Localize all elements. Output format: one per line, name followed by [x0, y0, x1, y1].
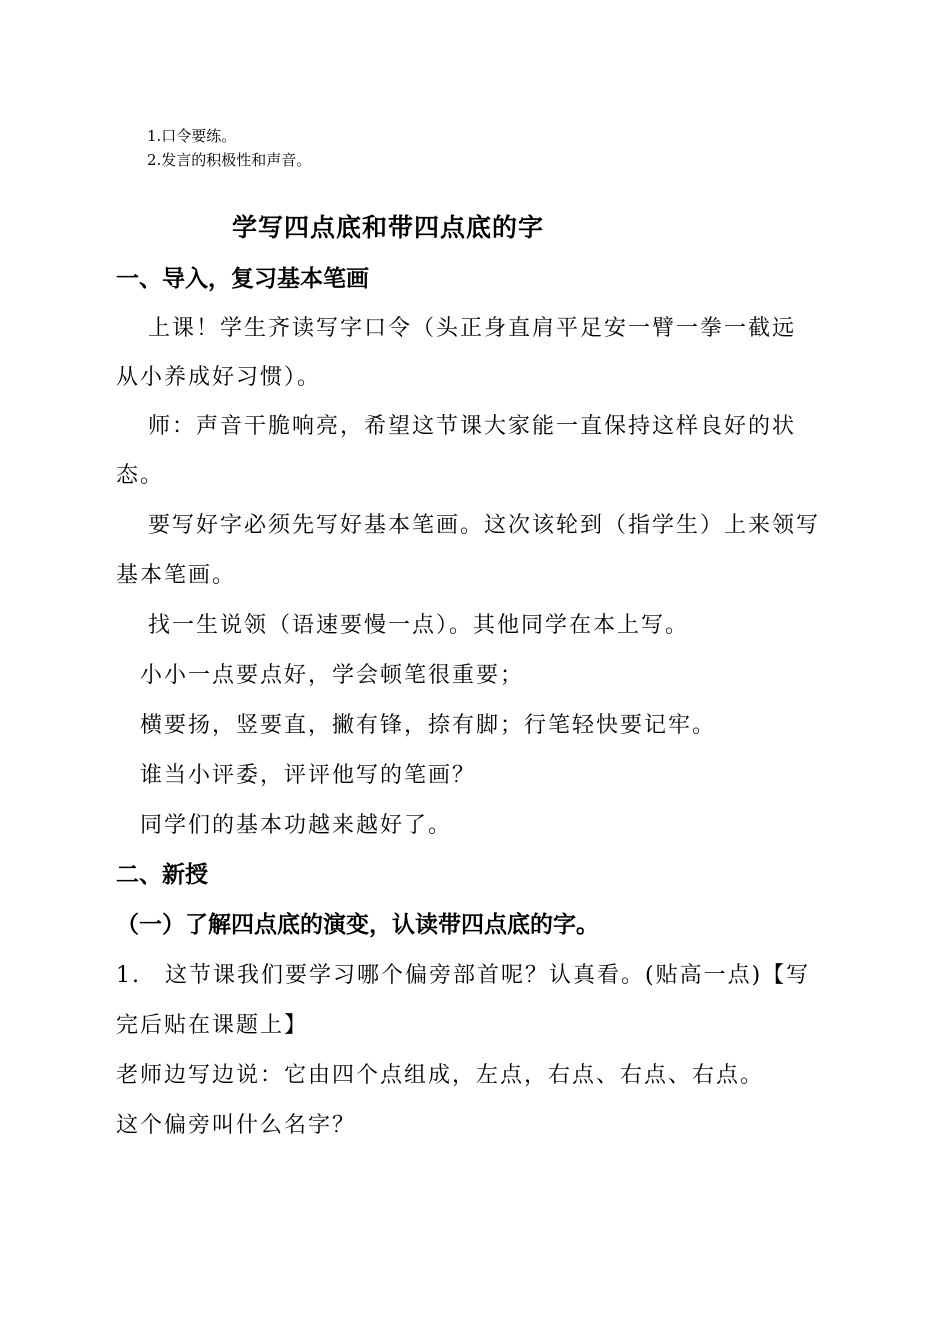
paragraph-line: 上课！学生齐读写字口令（头正身直肩平足安一臂一拳一截远 — [148, 316, 797, 341]
paragraph-line: 基本笔画。 — [116, 563, 237, 588]
paragraph-line: 同学们的基本功越来越好了。 — [140, 813, 453, 838]
paragraph-line: 1. 这节课我们要学习哪个偏旁部首呢？认真看。(贴高一点)【写 — [116, 963, 811, 988]
paragraph-line: 找一生说领（语速要慢一点）。其他同学在本上写。 — [148, 613, 690, 638]
paragraph-line: 老师边写边说：它由四个点组成，左点，右点、右点、右点。 — [116, 1063, 765, 1088]
paragraph-line: 态。 — [116, 463, 165, 488]
paragraph-line: 横要扬，竖要直，撇有锋，捺有脚；行笔轻快要记牢。 — [140, 713, 717, 738]
subsection-heading: （一）了解四点底的演变，认读带四点底的字。 — [116, 911, 599, 938]
paragraph-line: 完后贴在课题上】 — [116, 1013, 309, 1038]
paragraph-line: 师：声音干脆响亮，希望这节课大家能一直保持这样良好的状 — [148, 414, 797, 439]
section-heading-new: 二、新授 — [116, 861, 208, 888]
note-2: 2.发言的积极性和声音。 — [147, 151, 312, 169]
section-heading-intro: 一、导入，复习基本笔画 — [116, 265, 369, 292]
lesson-title: 学写四点底和带四点底的字 — [232, 213, 545, 242]
paragraph-line: 小小一点要点好，学会顿笔很重要； — [140, 663, 525, 688]
paragraph-line: 这个偏旁叫什么名字？ — [116, 1113, 357, 1138]
note-1: 1.口令要练。 — [147, 127, 237, 145]
paragraph-line: 要写好字必须先写好基本笔画。这次该轮到（指学生）上来领写 — [148, 513, 821, 538]
paragraph-line: 谁当小评委，评评他写的笔画？ — [140, 763, 477, 788]
paragraph-line: 从小养成好习惯）。 — [116, 365, 322, 390]
